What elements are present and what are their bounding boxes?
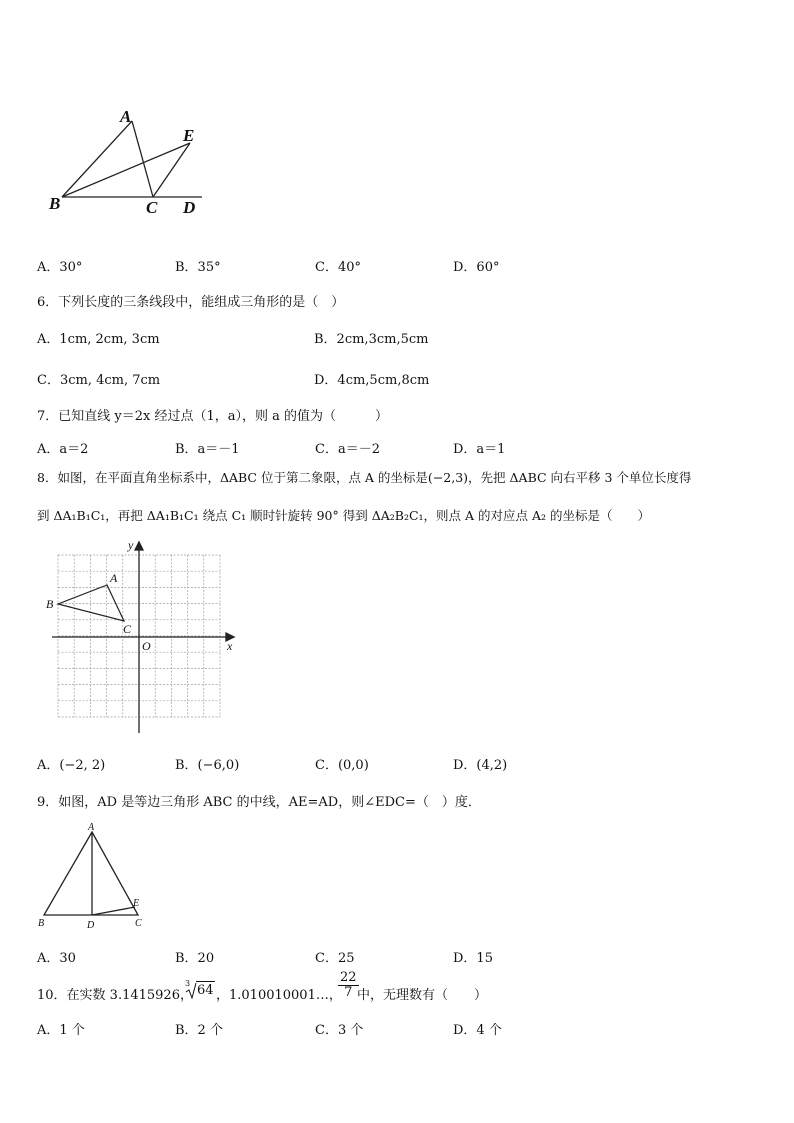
label-b: B [49, 194, 61, 213]
q10-option-c: C．3 个 [315, 1023, 364, 1038]
fig9-label-b: B [38, 918, 45, 929]
q10-stem-suffix: 中，无理数有（ ） [357, 988, 488, 1003]
q8-stem-line1: 8．如图，在平面直角坐标系中，ΔABC 位于第二象限，点 A 的坐标是(−2,3)，先把 ΔABC 向右平移 3 个单位长度得 [37, 470, 692, 485]
q10-cube-root [185, 980, 215, 1000]
y-axis-arrow [135, 542, 143, 550]
q9-figure [34, 818, 154, 933]
line-ac [132, 121, 153, 197]
label-e: E [183, 126, 195, 145]
grid-label-b: B [46, 597, 54, 611]
q10-option-a: A．1 个 [37, 1023, 85, 1038]
q10-stem-mid: ，1.010010001…， [216, 988, 342, 1003]
q7-stem: 7．已知直线 y＝2x 经过点（1，a），则 a 的值为（ ） [37, 409, 389, 424]
q10-option-b: B．2 个 [175, 1023, 223, 1038]
q10-stem-prefix: 10．在实数 3.1415926， [37, 988, 193, 1003]
fraction-denominator: 7 [344, 985, 353, 1000]
q5-option-d: D．60° [453, 260, 500, 275]
label-a: A [120, 107, 132, 126]
q5-figure [40, 105, 220, 220]
q7-option-d: D．a＝1 [453, 442, 506, 457]
label-d: D [183, 198, 196, 217]
q8-option-d: D．(4,2) [453, 758, 508, 773]
fraction-numerator: 22 [340, 970, 357, 985]
q5-option-c: C．40° [315, 260, 361, 275]
grid-label-x: x [227, 639, 233, 653]
q8-option-a: A．(−2, 2) [37, 758, 106, 773]
fig9-label-e: E [133, 898, 140, 909]
fig9-label-c: C [135, 918, 142, 929]
grid-label-a: A [110, 571, 118, 585]
grid-label-y: y [128, 538, 134, 552]
q8-coordinate-grid [42, 538, 242, 733]
q8-option-c: C．(0,0) [315, 758, 369, 773]
q8-option-b: B．(−6,0) [175, 758, 240, 773]
q10-option-d: D．4 个 [453, 1023, 502, 1038]
q7-option-a: A．a＝2 [37, 442, 89, 457]
grid-label-o: O [142, 639, 151, 653]
q9-option-d: D．15 [453, 951, 493, 966]
line-de [92, 907, 135, 915]
q9-stem: 9．如图，AD 是等边三角形 ABC 的中线，AE=AD，则∠EDC=（ ）度． [37, 795, 481, 810]
q6-option-c: C．3cm, 4cm, 7cm [37, 373, 161, 388]
triangle-abc [58, 585, 124, 621]
q9-option-c: C．25 [315, 951, 355, 966]
grid-label-c: C [123, 622, 132, 636]
q6-stem: 6．下列长度的三条线段中，能组成三角形的是（ ） [37, 295, 345, 310]
q10-fraction [338, 971, 359, 1000]
root-index: 3 [185, 979, 191, 988]
q5-option-b: B．35° [175, 260, 221, 275]
q9-option-a: A．30 [37, 951, 76, 966]
q8-stem-line2: 到 ΔA₁B₁C₁，再把 ΔA₁B₁C₁ 绕点 C₁ 顺时针旋转 90° 得到 ΔA₂B₂C₁，则点 A 的对应点 A₂ 的坐标是（ ） [37, 508, 650, 523]
q5-option-a: A．30° [37, 260, 83, 275]
q6-option-d: D．4cm,5cm,8cm [314, 373, 430, 388]
triangle-abc [44, 832, 138, 915]
label-c: C [146, 198, 158, 217]
q6-option-b: B．2cm,3cm,5cm [314, 332, 429, 347]
q9-option-b: B．20 [175, 951, 215, 966]
fig9-label-a: A [88, 822, 95, 833]
fig9-label-d: D [87, 920, 95, 931]
q7-option-b: B．a＝－1 [175, 442, 240, 457]
q7-option-c: C．a＝－2 [315, 442, 380, 457]
line-ba [62, 121, 132, 197]
root-radicand: 64 [197, 983, 214, 998]
q6-option-a: A．1cm, 2cm, 3cm [37, 332, 160, 347]
